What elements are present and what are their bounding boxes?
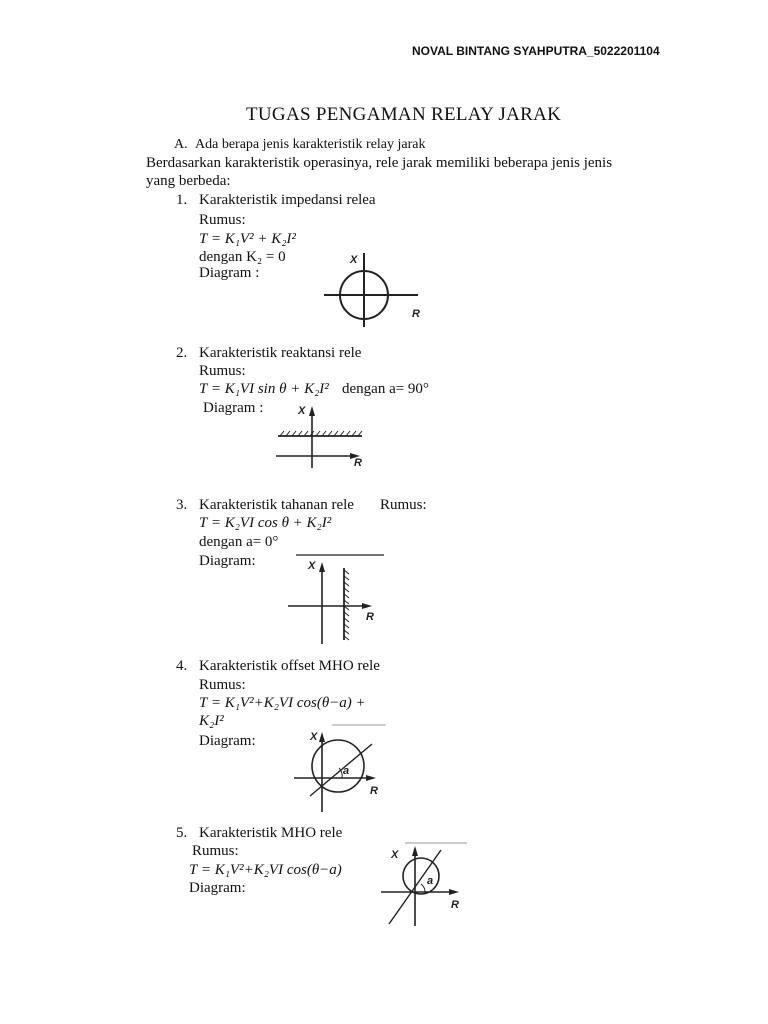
item-3-condition: dengan a= 0° <box>199 534 279 550</box>
r-axis-label: R <box>451 899 459 911</box>
question-marker: A. <box>174 137 188 152</box>
author-header: NOVAL BINTANG SYAHPUTRA_5022201104 <box>412 44 660 58</box>
item-2-diagram-label: Diagram : <box>203 400 264 416</box>
item-3-diagram-label: Diagram: <box>199 553 256 569</box>
question-text: Ada berapa jenis karakteristik relay jarak <box>195 137 426 152</box>
item-2-formula: T = K₁VI sin θ + K₂I² <box>199 381 329 397</box>
angle-label: a <box>427 875 434 887</box>
intro-line-1: Berdasarkan karakteristik operasinya, rele jarak memiliki beberapa jenis jenis <box>146 155 613 171</box>
r-axis-label: R <box>354 457 362 469</box>
angle-label: a <box>343 765 350 777</box>
x-axis-label: X <box>310 731 318 743</box>
item-1-heading: Karakteristik impedansi relea <box>199 192 376 208</box>
page-title: TUGAS PENGAMAN RELAY JARAK <box>246 104 562 125</box>
item-4-diagram-label: Diagram: <box>199 733 256 749</box>
mho-diagram <box>375 840 475 930</box>
x-axis-label: X <box>350 254 358 266</box>
item-5-heading: Karakteristik MHO rele <box>199 825 343 841</box>
item-4-formula-line-1: T = K₁V²+K₂VI cos(θ−a) + <box>199 695 366 711</box>
item-2-number: 2. <box>176 345 188 361</box>
x-axis-label: X <box>308 560 316 572</box>
item-5-number: 5. <box>176 825 188 841</box>
item-3-rumus-label: Rumus: <box>380 497 427 513</box>
item-3-number: 3. <box>176 497 188 513</box>
item-1-number: 1. <box>176 192 188 208</box>
item-2-condition: dengan a= 90° <box>342 381 429 397</box>
item-2-heading: Karakteristik reaktansi rele <box>199 345 362 361</box>
item-1-diagram-label: Diagram : <box>199 265 260 281</box>
reactance-diagram <box>270 400 380 475</box>
item-1-formula: T = K₁V² + K₂I² <box>199 231 296 247</box>
item-5-formula: T = K₁V²+K₂VI cos(θ−a) <box>189 862 342 878</box>
impedance-diagram <box>310 245 430 330</box>
x-axis-label: X <box>391 849 399 861</box>
item-4-formula-line-2: K₂I² <box>199 713 224 729</box>
resistance-diagram <box>280 552 390 647</box>
item-1-rumus-label: Rumus: <box>199 212 246 228</box>
item-3-heading: Karakteristik tahanan rele <box>199 497 354 513</box>
r-axis-label: R <box>366 611 374 623</box>
item-4-heading: Karakteristik offset MHO rele <box>199 658 380 674</box>
item-4-number: 4. <box>176 658 188 674</box>
r-axis-label: R <box>370 785 378 797</box>
item-3-formula: T = K₂VI cos θ + K₂I² <box>199 515 332 531</box>
x-axis-label: X <box>298 405 306 417</box>
item-1-condition: dengan K₂ = 0 <box>199 249 286 265</box>
r-axis-label: R <box>412 308 420 320</box>
item-5-diagram-label: Diagram: <box>189 880 246 896</box>
item-2-rumus-label: Rumus: <box>199 363 246 379</box>
item-5-rumus-label: Rumus: <box>192 843 239 859</box>
offset-mho-diagram <box>290 722 400 817</box>
item-4-rumus-label: Rumus: <box>199 677 246 693</box>
intro-line-2: yang berbeda: <box>146 173 231 189</box>
